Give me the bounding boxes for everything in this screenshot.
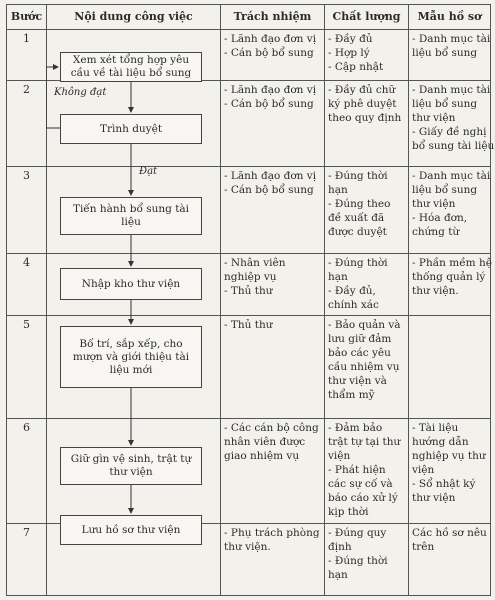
quality-line: bảo các yêu xyxy=(328,347,391,360)
responsibility-cell xyxy=(221,81,325,167)
responsibility-line: - Cán bộ bổ sung xyxy=(224,98,314,111)
records-line: - Giấy đề nghị xyxy=(412,126,487,139)
content-cell xyxy=(47,253,221,316)
records-line: - Phần mềm hệ xyxy=(412,256,492,269)
responsibility-cell xyxy=(221,253,325,316)
quality-line: - Đúng thời xyxy=(328,256,388,269)
quality-line: trật tự tại thư xyxy=(328,435,401,448)
quality-cell xyxy=(325,524,409,596)
quality-line: - Đúng thời xyxy=(328,555,388,568)
responsibility-cell xyxy=(221,316,325,419)
flow-label-not-ok: Không đạt xyxy=(54,87,107,98)
process-table xyxy=(6,4,495,596)
quality-line: theo quy định xyxy=(328,112,402,125)
records-line: viện xyxy=(412,463,435,476)
quality-line: được duyệt xyxy=(328,226,387,239)
responsibility-line: nhân viên được xyxy=(224,435,306,448)
quality-line: chính xác xyxy=(328,298,379,311)
records-line: bổ sung tài liệu xyxy=(412,140,495,153)
content-cell xyxy=(47,418,221,524)
quality-cell xyxy=(325,418,409,524)
records-line: liệu bổ sung xyxy=(412,47,478,59)
quality-line: hạn xyxy=(328,569,348,582)
responsibility-cell xyxy=(221,418,325,524)
records-cell xyxy=(409,253,491,316)
records-cell xyxy=(409,316,491,419)
quality-line: kịp thời xyxy=(328,505,369,518)
header-responsibility: Trách nhiệm xyxy=(221,5,325,30)
responsibility-line: giao nhiệm vụ xyxy=(224,449,300,462)
content-cell xyxy=(47,524,221,596)
step-number: 4 xyxy=(7,253,47,316)
records-line: - Danh mục tài xyxy=(412,84,491,97)
quality-line: - Phát hiện xyxy=(328,463,386,476)
flow-box-archive-records: Lưu hồ sơ thư viện xyxy=(60,515,202,545)
header-quality: Chất lượng xyxy=(325,5,409,30)
table-row xyxy=(7,167,491,253)
records-cell xyxy=(409,30,491,81)
records-line: liệu bổ sung xyxy=(412,184,478,197)
quality-cell xyxy=(325,30,409,81)
table-row xyxy=(7,30,491,81)
records-line: - Tài liệu xyxy=(412,421,459,434)
quality-line: - Đầy đủ chữ xyxy=(328,84,396,97)
responsibility-line: - Cán bộ bổ sung xyxy=(224,184,314,197)
records-line: thư viện xyxy=(412,491,456,504)
records-line: hướng dẫn xyxy=(412,435,469,448)
quality-cell xyxy=(325,316,409,419)
header-content: Nội dung công việc xyxy=(47,5,221,30)
flow-box-review-requests: Xem xét tổng hợp yêu cầu về tài liệu bổ sung xyxy=(60,52,202,82)
content-cell xyxy=(47,167,221,253)
step-number: 6 xyxy=(7,418,47,524)
quality-line: báo cáo xử lý xyxy=(328,491,398,504)
quality-line: - Hợp lý xyxy=(328,47,370,59)
quality-cell xyxy=(325,81,409,167)
quality-line: cầu nhiệm vụ xyxy=(328,361,400,374)
step-number: 7 xyxy=(7,524,47,596)
records-line: thư viện xyxy=(412,112,456,125)
quality-cell xyxy=(325,167,409,253)
flow-box-arrange-lend: Bố trí, sắp xếp, cho mượn và giới thiệu tài liệu mới xyxy=(60,326,202,388)
content-cell xyxy=(47,30,221,81)
records-line: Các hồ sơ nêu xyxy=(412,527,487,540)
records-line: - Hóa đơn, xyxy=(412,212,468,225)
records-line: chứng từ xyxy=(412,226,460,239)
quality-line: - Đầy đủ xyxy=(328,33,373,45)
header-step: Bước xyxy=(7,5,47,30)
flow-box-acquire-materials: Tiến hành bổ sung tài liệu xyxy=(60,197,202,235)
responsibility-line: - Lãnh đạo đơn vị xyxy=(224,84,317,97)
quality-line: lưu giữ đảm xyxy=(328,333,392,346)
flow-box-maintain-order: Giữ gìn vệ sinh, trật tự thư viện xyxy=(60,447,202,485)
quality-line: hạn xyxy=(328,184,348,197)
table-row xyxy=(7,316,491,419)
table-row xyxy=(7,81,491,167)
step-number: 5 xyxy=(7,316,47,419)
records-line: nghiệp vụ thư xyxy=(412,449,486,462)
quality-line: thư viện và xyxy=(328,375,387,388)
quality-line: - Đúng thời xyxy=(328,170,388,183)
quality-line: thẩm mỹ xyxy=(328,389,375,402)
table-header-row xyxy=(7,5,491,30)
step-number: 2 xyxy=(7,81,47,167)
responsibility-line: - Thủ thư xyxy=(224,319,273,332)
quality-line: hạn xyxy=(328,270,348,283)
records-cell xyxy=(409,167,491,253)
table-row xyxy=(7,418,491,524)
records-line: thư viện. xyxy=(412,284,459,297)
records-line: thư viện xyxy=(412,198,456,211)
quality-line: ký phê duyệt xyxy=(328,98,397,111)
quality-line: các sự cố và xyxy=(328,477,393,490)
quality-line: - Cập nhật xyxy=(328,61,384,73)
table-row xyxy=(7,524,491,596)
responsibility-line: - Cán bộ bổ sung xyxy=(224,47,314,59)
records-line: - Danh mục tài xyxy=(412,33,491,45)
flow-box-library-intake: Nhập kho thư viện xyxy=(60,268,202,300)
flow-box-submit-approval: Trình duyệt xyxy=(60,114,202,144)
records-cell xyxy=(409,418,491,524)
content-cell xyxy=(47,81,221,167)
responsibility-line: thư viện. xyxy=(224,541,271,554)
quality-line: - Đúng theo xyxy=(328,198,391,211)
quality-cell xyxy=(325,253,409,316)
responsibility-line: - Lãnh đạo đơn vị xyxy=(224,33,317,45)
quality-line: - Bảo quản và xyxy=(328,319,401,332)
records-cell xyxy=(409,81,495,167)
quality-line: định xyxy=(328,541,352,554)
responsibility-cell xyxy=(221,167,325,253)
records-line: - Sổ nhật ký xyxy=(412,477,476,490)
flow-label-ok: Đạt xyxy=(139,166,158,177)
responsibility-line: nghiệp vụ xyxy=(224,270,277,283)
step-number: 1 xyxy=(7,30,47,81)
responsibility-line: - Nhân viên xyxy=(224,256,286,269)
quality-line: viện xyxy=(328,449,351,462)
step-number: 3 xyxy=(7,167,47,253)
records-line: trên xyxy=(412,541,435,554)
responsibility-line: - Lãnh đạo đơn vị xyxy=(224,170,317,183)
responsibility-cell xyxy=(221,30,325,81)
header-records: Mẫu hồ sơ xyxy=(409,5,491,30)
quality-line: - Đầy đủ, xyxy=(328,284,376,297)
table-row xyxy=(7,253,491,316)
records-line: thống quản lý xyxy=(412,270,486,283)
quality-line: - Đảm bảo xyxy=(328,421,383,434)
quality-line: - Đúng quy xyxy=(328,527,387,540)
responsibility-line: - Thủ thư xyxy=(224,284,273,297)
records-line: - Danh mục tài xyxy=(412,170,491,183)
responsibility-line: - Phụ trách phòng xyxy=(224,527,320,540)
responsibility-cell xyxy=(221,524,325,596)
records-line: liệu bổ sung xyxy=(412,98,478,111)
content-cell xyxy=(47,316,221,419)
records-cell xyxy=(409,524,491,596)
responsibility-line: - Các cán bộ công xyxy=(224,421,319,434)
quality-line: đề xuất đã xyxy=(328,212,385,225)
